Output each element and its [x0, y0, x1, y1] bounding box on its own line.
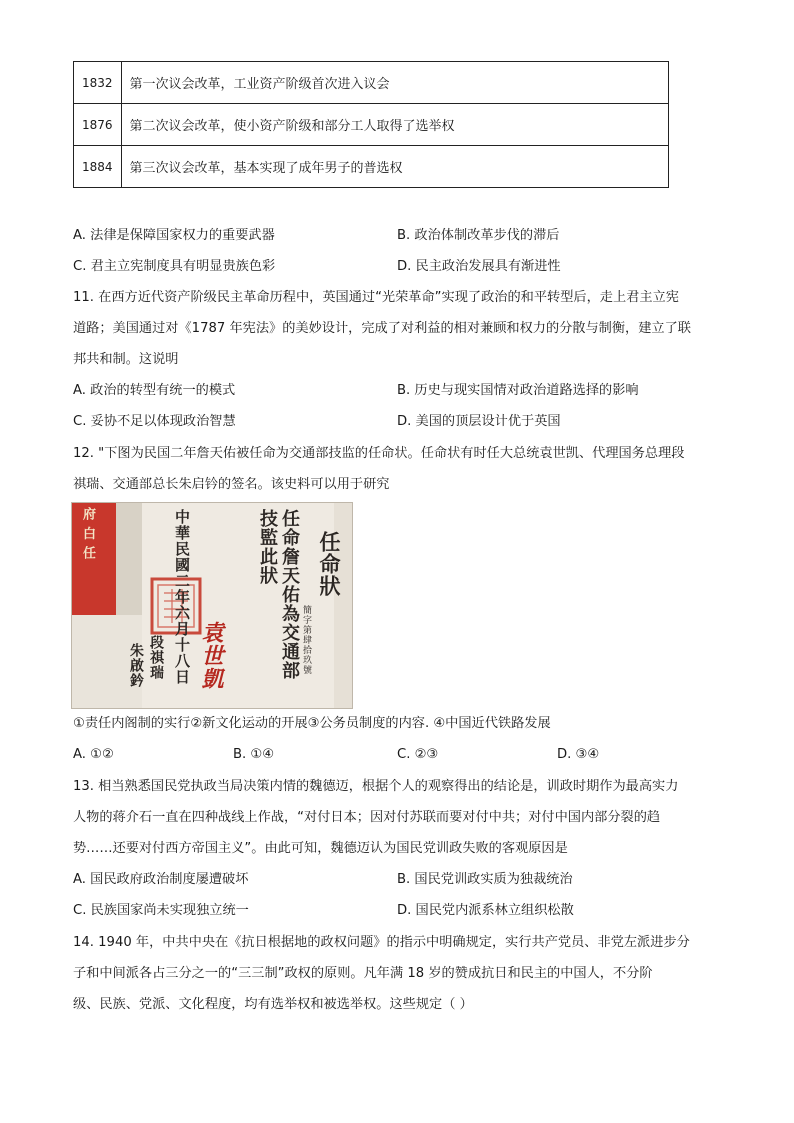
- table-year-cell: 1832: [74, 62, 122, 104]
- reform-table: [73, 61, 669, 188]
- q13-stem-line: 势……还要对付西方帝国主义”。由此可知，魏德迈认为国民党训政失败的客观原因是: [73, 841, 568, 856]
- q13-stem-line: 13. 相当熟悉国民党执政当局决策内情的魏德迈，根据个人的观察得出的结论是，训政时期作为最高实力: [73, 779, 679, 794]
- q12-statements: ①责任内阁制的实行②新文化运动的开展③公务员制度的内容. ④中国近代铁路发展: [73, 716, 551, 731]
- q11-option-b: B. 历史与现实国情对政治道路选择的影响: [397, 383, 639, 398]
- q10-option-b: B. 政治体制改革步伐的滞后: [397, 228, 560, 243]
- q11-option-d: D. 美国的顶层设计优于英国: [397, 414, 561, 429]
- table-year-cell: 1884: [74, 146, 122, 188]
- table-text-cell: 第三次议会改革，基本实现了成年男子的普选权: [121, 146, 668, 188]
- q12-option-b: B. ①④: [233, 747, 275, 762]
- q12-option-d: D. ③④: [557, 747, 600, 762]
- table-text-cell: 第二次议会改革，使小资产阶级和部分工人取得了选举权: [121, 104, 668, 146]
- q10-option-a: A. 法律是保障国家权力的重要武器: [73, 228, 275, 243]
- q13-option-a: A. 国民政府政治制度屡遭破坏: [73, 872, 249, 887]
- q10-option-d: D. 民主政治发展具有渐进性: [397, 259, 561, 274]
- q10-option-c: C. 君主立宪制度具有明显贵族色彩: [73, 259, 276, 274]
- table-row: [74, 146, 669, 188]
- ribbon-text: 府 白 任: [80, 507, 95, 561]
- q11-stem-line: 道路；美国通过对《1787 年宪法》的美妙设计，完成了对利益的相对兼顾和权力的分散与制衡，建立了联: [73, 321, 691, 336]
- q12-option-a: A. ①②: [73, 747, 114, 762]
- table-row: [74, 104, 669, 146]
- appointment-certificate-image: [71, 502, 353, 709]
- q12-stem-line: 12. "下图为民国二年詹天佑被任命为交通部技监的任命状。任命状有时任大总统袁世凯、代理国务总理段: [73, 446, 685, 461]
- q13-option-c: C. 民族国家尚未实现独立统一: [73, 903, 249, 918]
- certificate-date: 中華民國二年六月十八日: [173, 509, 191, 685]
- q14-stem-line: 子和中间派各占三分之一的“三三制”政权的原则。凡年满 18 岁的赞成抗日和民主的中国人，不分阶: [73, 966, 653, 981]
- q14-stem-line: 14. 1940 年，中共中央在《抗日根据地的政权问题》的指示中明确规定，实行共产党员、非党左派进步分: [73, 935, 690, 950]
- signature-yuan-shikai: 袁世凱: [198, 621, 224, 690]
- table-year-cell: 1876: [74, 104, 122, 146]
- certificate-appointment-text: 任命詹天佑為交通部: [279, 509, 300, 680]
- q12-option-c: C. ②③: [397, 747, 439, 762]
- signature-duan-qirui: 段祺瑞: [148, 635, 164, 680]
- q11-stem-line: 11. 在西方近代资产阶级民主革命历程中，英国通过“光荣革命”实现了政治的和平转型后，走上君主立宪: [73, 290, 679, 305]
- q13-stem-line: 人物的蒋介石一直在四种战线上作战，“对付日本；因对付苏联而要对付中共；对付中国内部分裂的趋: [73, 810, 661, 825]
- q11-option-a: A. 政治的转型有统一的模式: [73, 383, 236, 398]
- certificate-position-text: 技監此狀: [257, 509, 278, 585]
- table-row: [74, 62, 669, 104]
- q14-stem-line: 级、民族、党派、文化程度，均有选举权和被选举权。这些规定（ ）: [73, 997, 473, 1012]
- q12-stem-line: 祺瑞、交通部总长朱启钤的签名。该史料可以用于研究: [73, 477, 390, 492]
- certificate-title: 任命狀: [317, 531, 342, 597]
- signature-zhu-qiqian: 朱啟鈐: [128, 643, 144, 688]
- table-text-cell: 第一次议会改革，工业资产阶级首次进入议会: [121, 62, 668, 104]
- certificate-number: 簡字第肆拾玖號: [301, 605, 311, 675]
- q13-option-b: B. 国民党训政实质为独裁统治: [397, 872, 573, 887]
- q13-option-d: D. 国民党内派系林立组织松散: [397, 903, 574, 918]
- q11-stem-line: 邦共和制。这说明: [73, 352, 179, 367]
- q11-option-c: C. 妥协不足以体现政治智慧: [73, 414, 236, 429]
